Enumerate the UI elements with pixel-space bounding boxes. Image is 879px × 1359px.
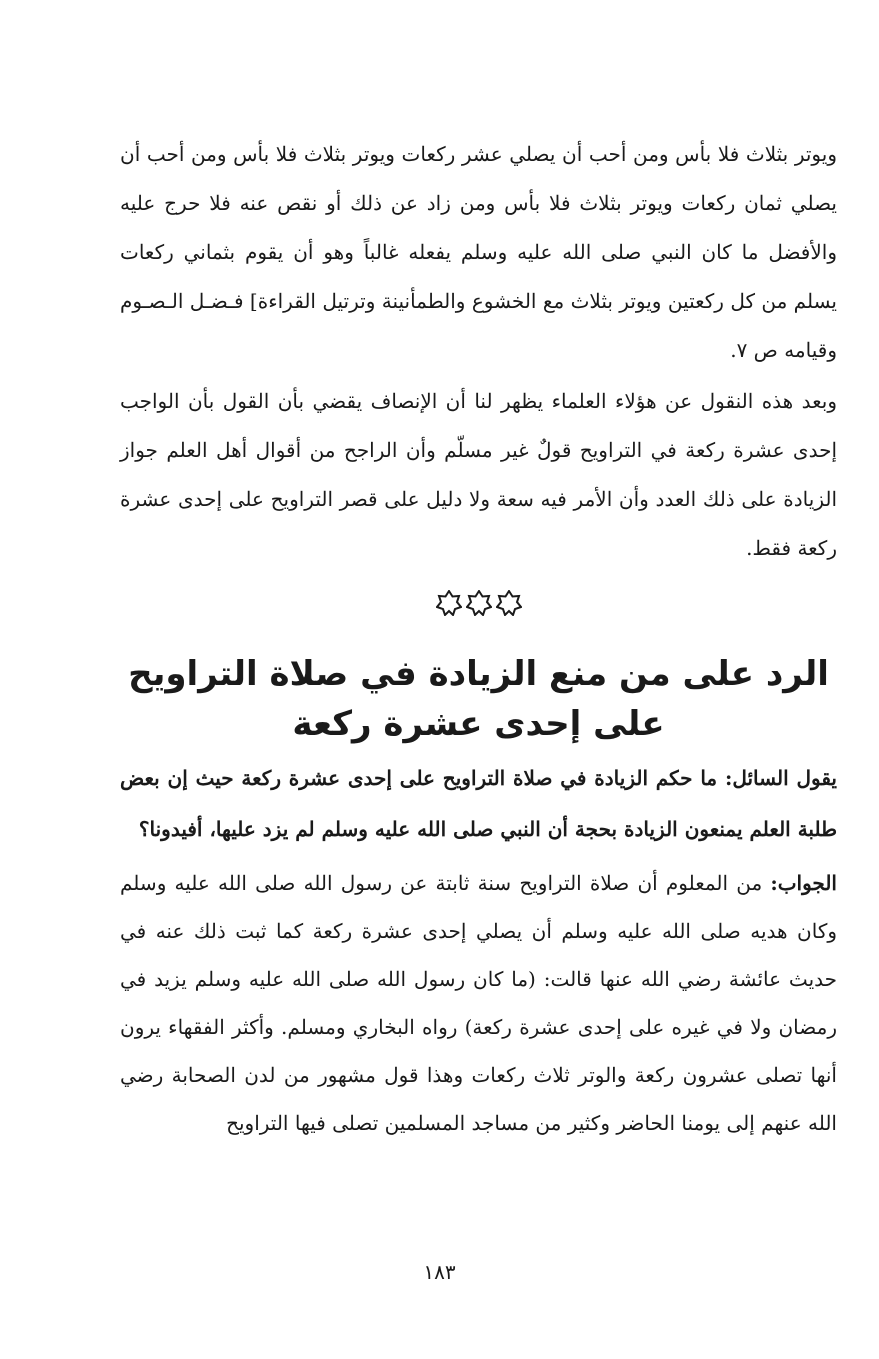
answer-paragraph (120, 859, 837, 1147)
section-heading: الرد على من منع الزيادة في صلاة التراويح على إحدى عشرة ركعة (128, 654, 829, 744)
conclusion-paragraph: وبعد هذه النقول عن هؤلاء العلماء يظهر لنا أن الإنصاف يقضي بأن القول بأن الواجب إحدى عشرة ركعة في التراويح قولٌ غير مسلّم وأن الراجح من أقوال أهل العلم جواز الزيادة على ذلك العدد وأن الأمر فيه سعة ولا دليل على قصر التراويح على إحدى عشرة ركعة فقط. (120, 389, 838, 560)
star-ornament-icon (496, 590, 522, 616)
section-divider (120, 583, 837, 623)
quote-end-paragraph: ويوتر بثلاث فلا بأس ومن أحب أن يصلي عشر ركعات ويوتر بثلاث فلا بأس ومن أحب أن يصلي ثمان ركعات ويوتر بثلاث فلا بأس ومن زاد عن ذلك أو نقص عنه فلا حرج عليه والأفضل ما كان النبي صلى الله عليه وسلم يفعله غالباً وهو أن يقوم بثماني ركعات يسلم من كل ركعتين ويوتر بثلاث مع الخشوع والطمأنينة وترتيل القراءة] فـضـل الـصـوم وقيامه ص ٧. (120, 142, 837, 362)
star-ornament-icon (466, 590, 492, 616)
page-content (120, 130, 837, 1147)
star-ornament-icon (436, 590, 462, 616)
answer-label: الجواب: (770, 871, 837, 895)
question-paragraph: يقول السائل: ما حكم الزيادة في صلاة التراويح على إحدى عشرة ركعة حيث إن بعض طلبة العلم يمنعون الزيادة بحجة أن النبي صلى الله عليه وسلم لم يزد عليها، أفيدونا؟ (120, 766, 837, 841)
answer-text: من المعلوم أن صلاة التراويح سنة ثابتة عن رسول الله صلى الله عليه وسلم وكان هديه صلى الله عليه وسلم أن يصلي إحدى عشرة ركعة كما ثبت ذلك عنه في حديث عائشة رضي الله عنها قالت: (ما كان رسول الله صلى الله عليه وسلم يزيد في رمضان ولا في غيره على إحدى عشرة ركعة) رواه البخاري ومسلم. وأكثر الفقهاء يرون أنها تصلى عشرون ركعة والوتر ثلاث ركعات وهذا قول مشهور من لدن الصحابة رضي الله عنهم إلى يومنا الحاضر وكثير من مساجد المسلمين تصلى فيها التراويح (120, 871, 837, 1135)
page-number: ١٨٣ (423, 1260, 456, 1284)
